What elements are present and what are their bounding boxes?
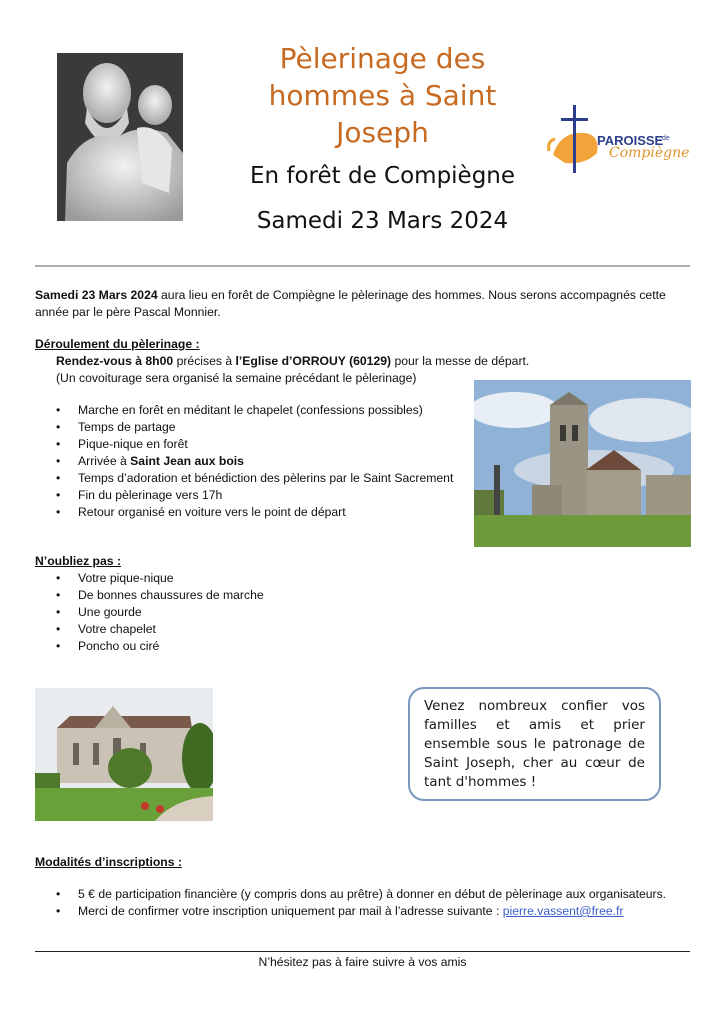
oubliez-heading: N’oubliez pas : [35,554,121,568]
subtitle: En forêt de Compiègne [249,163,516,189]
parish-logo [545,103,690,175]
rendezvous-line [56,353,536,370]
callout-box [408,687,661,801]
list-item: • Votre pique-nique [36,570,366,587]
modalites-list [36,886,696,920]
intro-date: Samedi 23 Mars 2024 [35,288,158,302]
list-item [36,903,696,920]
callout-text: Venez nombreux confier vos familles et amis et prier ensemble sous le patronage de Saint Joseph, cher au cœur de tant d'hommes ! [424,698,645,790]
footer-text: N’hésitez pas à faire suivre à vos amis [258,955,467,969]
arrivee-prefix: Arrivée à [78,454,131,468]
rendezvous-mid: précises à [173,354,236,368]
logo-main-text: PAROISSE [597,133,664,148]
covoiturage-note: (Un covoiturage sera organisé la semaine précédant le pèlerinage) [56,371,417,385]
intro-paragraph [35,287,690,321]
list-item: • 5 € de participation financière (y compris dons au prêtre) à donner en début de pèlerinage aux organisateurs. [36,886,696,903]
email-link[interactable]: pierre.vassent@free.fr [502,904,624,918]
list-item [36,453,476,470]
modalites-heading: Modalités d’inscriptions : [35,855,182,869]
saint-joseph-statue-photo [57,53,183,221]
rendezvous-time: Rendez-vous à 8h00 [56,354,174,368]
list-item: • Poncho ou ciré [36,638,366,655]
list-item: • Retour organisé en voiture vers le point de départ [36,504,476,521]
top-divider [35,265,690,267]
intro-text: aura lieu en forêt de Compiègne le pèlerinage des hommes. Nous serons accompagnés cette année par le père Pascal Monnier. [35,288,666,319]
arrivee-place: Saint Jean aux bois [130,454,244,468]
logo-small-text: de [662,135,670,142]
list-item: • Marche en forêt en méditant le chapelet (confessions possibles) [36,402,476,419]
list-item: • Votre chapelet [36,621,366,638]
modalites-contact-text: Merci de confirmer votre inscription uniquement par mail à l’adresse suivante : [78,904,503,918]
list-item: • Une gourde [36,604,366,621]
date-heading: Samedi 23 Mars 2024 [256,208,509,234]
oubliez-list [36,570,366,655]
list-item: • De bonnes chaussures de marche [36,587,366,604]
bottom-divider [35,951,690,952]
deroulement-heading: Déroulement du pèlerinage : [35,337,200,351]
list-item: • Fin du pèlerinage vers 17h [36,487,476,504]
logo-sub-text: Compiègne [609,145,690,161]
page-title: Pèlerinage des hommes à Saint Joseph [268,42,497,149]
orrouy-church-photo [474,380,691,547]
list-item: • Pique-nique en forêt [36,436,476,453]
rendezvous-end: pour la messe de départ. [391,354,530,368]
list-item: • Temps d’adoration et bénédiction des pèlerins par le Saint Sacrement [36,470,476,487]
rendezvous-place: l’Eglise d’ORROUY (60129) [235,354,392,368]
deroulement-list [36,402,476,521]
saint-jean-aux-bois-photo [35,688,213,821]
list-item: • Temps de partage [36,419,476,436]
